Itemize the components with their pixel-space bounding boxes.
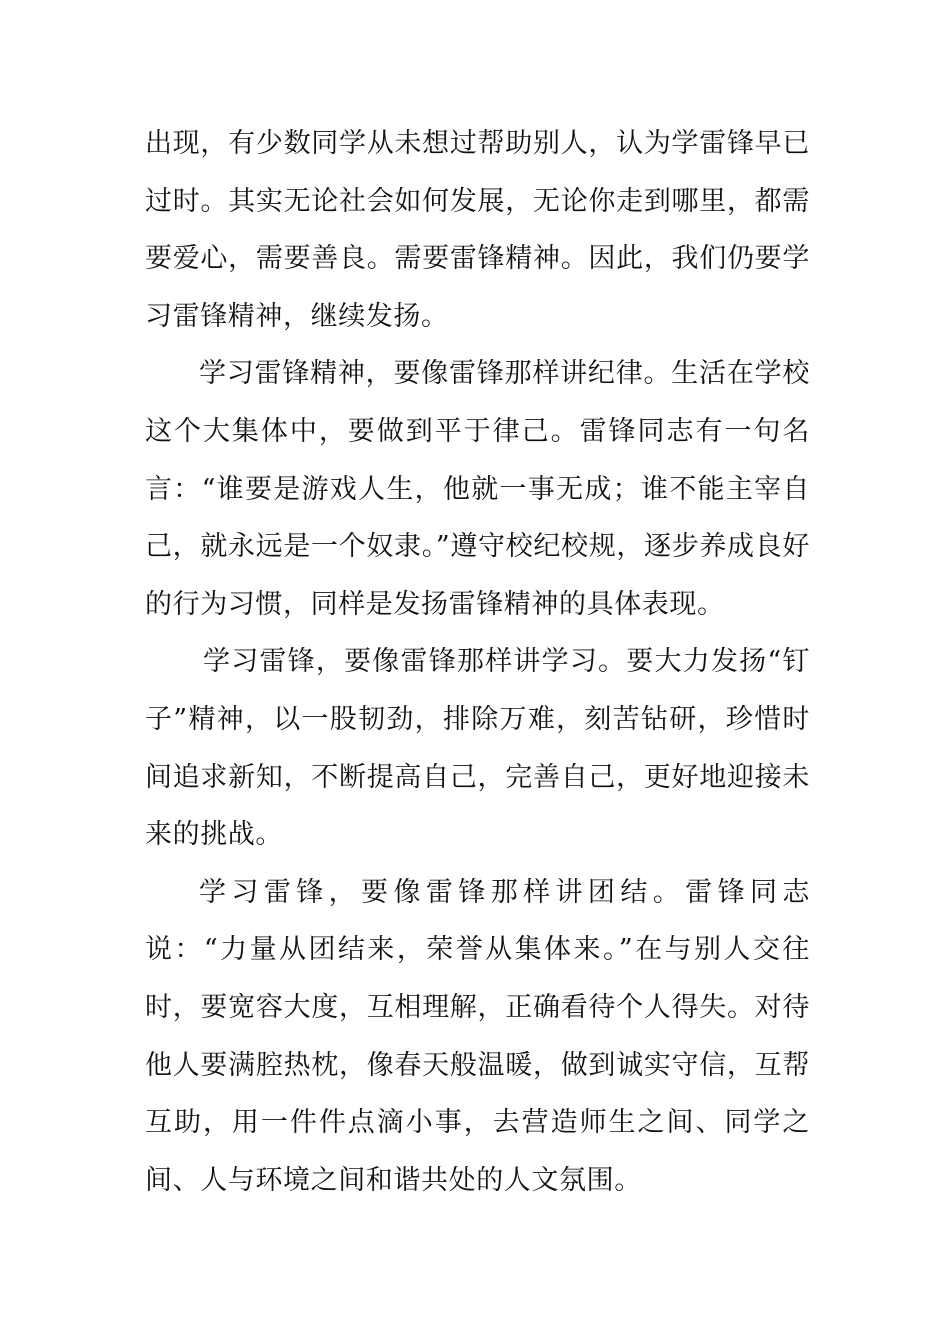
paragraph-discipline: 学习雷锋精神，要像雷锋那样讲纪律。生活在学校这个大集体中，要做到平于律己。雷锋同志有一句名言：“谁要是游戏人生，他就一事无成；谁不能主宰自己，就永远是一个奴隶。”遵守校纪校规，逐步养成良好的行为习惯，同样是发扬雷锋精神的具体表现。: [145, 358, 810, 620]
paragraph-unity: 学习雷锋，要像雷锋那样讲团结。雷锋同志说：“力量从团结来，荣誉从集体来。”在与别人交往时，要宽容大度，互相理解，正确看待个人得失。对待他人要满腔热枕，像春天般温暖，做到诚实守信，互帮互助，用一件件点滴小事，去营造师生之间、同学之间、人与环境之间和谐共处的人文氛围。: [145, 876, 810, 1196]
paragraph-continuation: 出现，有少数同学从未想过帮助别人，认为学雷锋早已过时。其实无论社会如何发展，无论你走到哪里，都需要爱心，需要善良。需要雷锋精神。因此，我们仍要学习雷锋精神，继续发扬。: [145, 128, 810, 332]
document-body: [145, 115, 810, 1209]
paragraph-study: 学习雷锋，要像雷锋那样讲学习。要大力发扬“钉子”精神，以一股韧劲，排除万难，刻苦钻研，珍惜时间追求新知，不断提高自己，完善自己，更好地迎接未来的挑战。: [145, 646, 810, 851]
